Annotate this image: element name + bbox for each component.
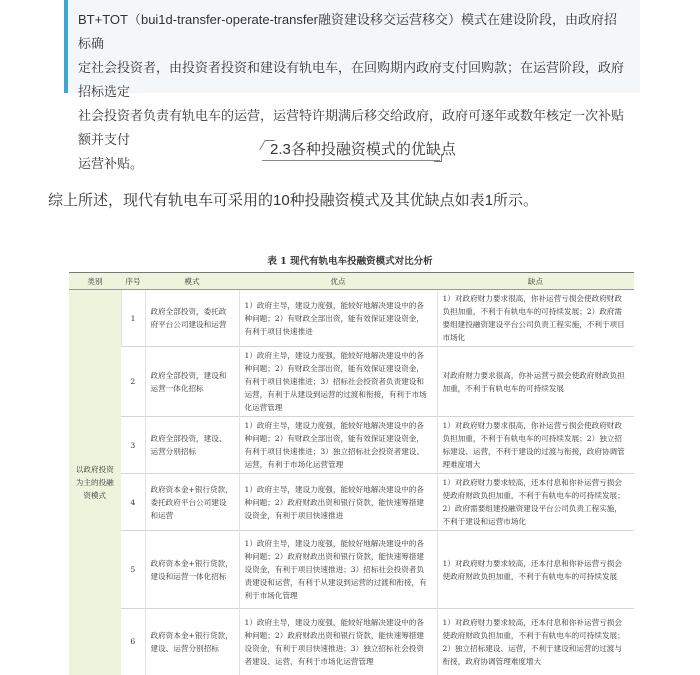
row-number: 5 bbox=[121, 531, 145, 609]
heading-underline bbox=[262, 160, 440, 161]
table-header-row bbox=[69, 273, 634, 290]
row-cons: 1）对政府财力要求较高，还本付息和你补运营亏损会使政府财政负担加重，不利于有轨电车的可持续发展；2）政府需要组建投融资建设平台公司负责工程实施，不利于建设和运营市场化 bbox=[437, 474, 634, 531]
row-cons: 1）对政府财力要求较高，还本付息和你补运营亏损会使政府财政负担加重，不利于有轨电车的可持续发展；2）独立招标建设、运营，不利于建设和运营的过渡与衔接，政府协调管理难度增大 bbox=[437, 609, 634, 675]
header-cons: 缺点 bbox=[437, 273, 634, 290]
row-cons: 1）对政府财力要求很高，你补运营亏损会使政府财政负担加重，不利于有轨电车的可持续发展；2）政府需要组建投融资建设平台公司负责工程实施，不利于项目市场化 bbox=[437, 290, 634, 347]
row-number: 2 bbox=[121, 347, 145, 417]
row-cons: 1）对政府财力要求较高，还本付息和你补运营亏损会使政府财政负担加重，不利于有轨电车的可持续发展 bbox=[437, 531, 634, 609]
header-mode: 模式 bbox=[145, 273, 239, 290]
callout-line: BT+TOT（bui1d-transfer-operate-transfer融资建设移交运营移交）模式在建设阶段，由政府招标确 bbox=[78, 12, 617, 51]
table-row bbox=[69, 531, 634, 609]
callout-line: 运营补贴。 bbox=[78, 156, 144, 171]
row-mode: 政府资本金+银行贷款，建设和运营一体化招标 bbox=[145, 531, 239, 609]
row-number: 3 bbox=[121, 417, 145, 474]
table-title: 表 1 现代有轨电车投融资模式对比分析 bbox=[267, 256, 433, 267]
header-category: 类别 bbox=[69, 273, 121, 290]
table-row bbox=[69, 609, 634, 675]
row-pros: 1）政府主导，建设力度强，能较好地解决建设中的各种问题；2）政府财政出资和银行贷款，能快速筹措建设资金，有利于项目快速推进 bbox=[239, 474, 437, 531]
row-pros: 1）政府主导，建设力度强，能较好地解决建设中的各种问题；2）有财政全部出资，能有效保证建设资金，有利于项目快速推进 bbox=[239, 290, 437, 347]
row-mode: 政府资本金+银行贷款，委托政府平台公司建设和运营 bbox=[145, 474, 239, 531]
callout-line: 定社会投资者，由投资者投资和建设有轨电车，在回购期内政府支付回购款；在运营阶段，政府招标选定 bbox=[78, 60, 625, 99]
comparison-table bbox=[69, 272, 634, 675]
row-mode: 政府全部投资，建设和运营一体化招标 bbox=[145, 347, 239, 417]
header-pros: 优点 bbox=[239, 273, 437, 290]
callout-line: 社会投资者负责有轨电车的运营，运营特许期满后移交给政府，政府可逐年或数年核定一次补贴额并支付 bbox=[78, 108, 625, 147]
table-row bbox=[69, 347, 634, 417]
header-number: 序号 bbox=[121, 273, 145, 290]
row-number: 4 bbox=[121, 474, 145, 531]
row-mode: 政府全部投资，建设、运营分别招标 bbox=[145, 417, 239, 474]
table-row bbox=[69, 290, 634, 347]
row-pros: 1）政府主导，建设力度强，能较好地解决建设中的各种问题；2）有财政全部出资，能有效保证建设资金，有利于项目快速推进；3）独立招标社会投资者建设、运营，有利于市场化运营管理 bbox=[239, 417, 437, 474]
row-cons: 1）对政府财力要求很高，你补运营亏损会使政府财政负担加重，不利于有轨电车的可持续发展；2）独立招标建设、运营，不利于建设的过渡与衔接，政府协调管理难度增大 bbox=[437, 417, 634, 474]
row-pros: 1）政府主导，建设力度强，能较好地解决建设中的各种问题；2）政府财政出资和银行贷款，能快速筹措建设资金，有利于项目快速推进；3）独立招标社会投资者建设、运营，有利于市场化运营管理 bbox=[239, 609, 437, 675]
row-pros: 1）政府主导，建设力度强，能较好地解决建设中的各种问题；2）政府财政出资和银行贷款，能快速筹措建设资金，有利于项目快速推进；3）招标社会投资者负责建设和运营，有利于从建设到运营的过渡和衔接，有利于市场化管理 bbox=[239, 531, 437, 609]
table-row bbox=[69, 417, 634, 474]
heading-corner-decoration bbox=[434, 154, 442, 162]
category-cell: 以政府投资为主的投融资模式 bbox=[69, 290, 121, 675]
row-number: 6 bbox=[121, 609, 145, 675]
row-cons: 对政府财力要求很高，你补运营亏损会使政府财政负担加重，不利于有轨电车的可持续发展 bbox=[437, 347, 634, 417]
row-pros: 1）政府主导，建设力度强，能较好地解决建设中的各种问题；2）有财政全部出资，能有效保证建设资金，有利于项目快速推进；3）招标社会投资者负责建设和运营，有利于从建设到运营的过渡和衔接，有利于市场化运营管理 bbox=[239, 347, 437, 417]
row-mode: 政府资本金+银行贷款，建设、运营分别招标 bbox=[145, 609, 239, 675]
section-heading-text: 2.3各种投融资模式的优缺点 bbox=[270, 141, 456, 158]
section-heading bbox=[262, 138, 456, 164]
row-mode: 政府全部投资，委托政府平台公司建设和运营 bbox=[145, 290, 239, 347]
table-row bbox=[69, 474, 634, 531]
summary-paragraph: 综上所述，现代有轨电车可采用的10种投融资模式及其优缺点如表1所示。 bbox=[48, 192, 539, 209]
row-number: 1 bbox=[121, 290, 145, 347]
